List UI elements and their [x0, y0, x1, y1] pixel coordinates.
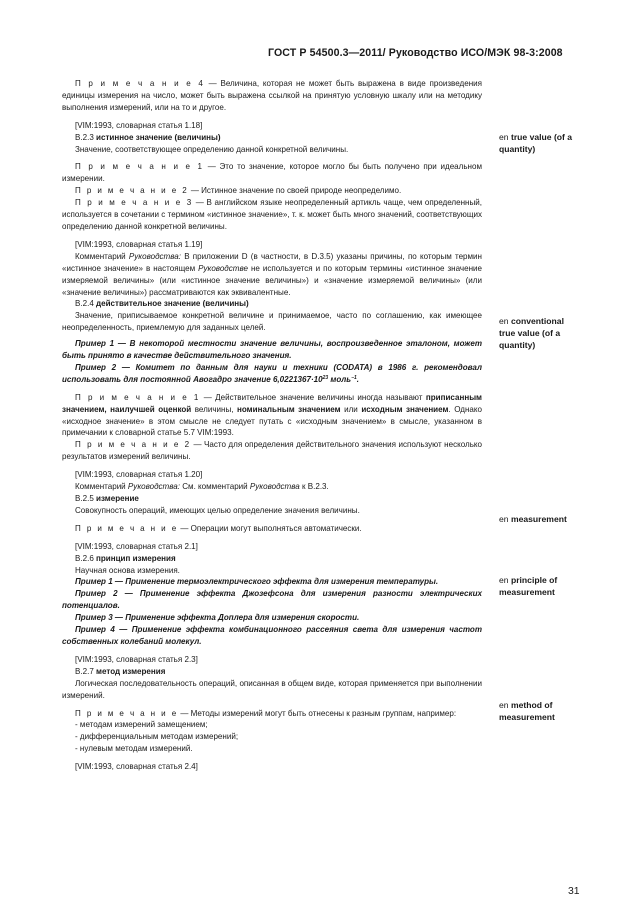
b25-heading: В.2.5 измерение	[75, 494, 139, 503]
b27-ref: [VIM:1993, словарная статья 2.3]	[75, 654, 198, 664]
b23-note-2: П р и м е ч а н и е 2 — Истинное значение по своей природе неопределимо.	[75, 186, 402, 196]
en-conventional-true-value: en conventional true value (of a quantity)	[499, 316, 564, 350]
list-item: - методам измерений замещением;	[75, 720, 208, 730]
b23-ref: [VIM:1993, словарная статья 1.18]	[75, 120, 203, 130]
b24-heading: В.2.4 действительное значение (величины)	[75, 299, 249, 309]
en-method-of-measurement: en method of measurement	[499, 700, 555, 722]
en-principle-of-measurement: en principle of measurement	[499, 575, 558, 597]
b26-example-3: Пример 3 — Применение эффекта Доплера для измерения скорости.	[75, 613, 360, 623]
en-true-value: en true value (of a quantity)	[499, 132, 573, 154]
b26-definition: Научная основа измерения.	[75, 565, 180, 575]
b27-ref-2: [VIM:1993, словарная статья 2.4]	[75, 762, 198, 772]
b26-example-1: Пример 1 — Применение термоэлектрического эффекта для измерения температуры.	[75, 577, 439, 587]
b26-heading: В.2.6 принцип измерения	[75, 553, 176, 563]
b25-comment: Комментарий Руководства: См. комментарий Руководства к В.2.3.	[75, 482, 329, 492]
b24-example-1: Пример 1 — В некоторой местности значение величины, воспроизведенное эталоном, может быть принято в качестве действительного значения.	[62, 339, 482, 361]
page-header: ГОСТ Р 54500.3—2011/ Руководство ИСО/МЭК 98-3:2008	[268, 47, 563, 59]
b25-term: измерение	[96, 494, 139, 503]
b25-note: П р и м е ч а н и е — Операции могут выполняться автоматически.	[75, 523, 362, 533]
b26-example-2: Пример 2 — Применение эффекта Джозефсона для измерения разности электрических потенциалов.	[62, 589, 482, 611]
b27-heading: В.2.7 метод измерения	[75, 666, 166, 676]
b23-note-1: П р и м е ч а н и е 1 — Это то значение, которое могло бы быть получено при идеальном измерении.	[62, 162, 483, 184]
b23-definition: Значение, соответствующее определению данной конкретной величины.	[75, 144, 349, 154]
b26-ref: [VIM:1993, словарная статья 2.1]	[75, 541, 198, 551]
b24-note-2: П р и м е ч а н и е 2 — Часто для определения действительного значения используют несколько результатов измерений величины.	[62, 440, 482, 462]
b23-note-3: П р и м е ч а н и е 3 — В английском языке неопределенный артикль чаще, чем определенный, используется в сочетании с термином «истинное значение», т. к. может быть много значений, соответствующих определению данной конкретной величины.	[62, 198, 482, 231]
b23-heading: В.2.3 истинное значение (величины)	[75, 132, 221, 142]
b27-note: П р и м е ч а н и е — Методы измерений могут быть отнесены к разным группам, например:	[75, 708, 457, 718]
b27-term: метод измерения	[96, 666, 166, 676]
b24-comment: Комментарий Руководства: В приложении D (в частности, в D.3.5) указаны причины, по которым термин «истинное значение» в настоящем Руководстве не используется и по которым термины «истинное значение измеряемой величины» (или «истинное значение величины») и «значение измеряемой величины» (или «значение величины») рассматриваются как эквивалентные.	[62, 251, 482, 297]
b24-note-1: П р и м е ч а н и е 1 — Действительное значение величины иногда называют приписанным значением, наилучшей оценкой величины, номинальным значением или исходным значением. Однако «исходное значение» в этом смысле не следует путать с «исходным значением» в смысле, указанном в примечании к словарной статье 5.7 VIM:1993.	[62, 392, 483, 438]
b26-term: принцип измерения	[96, 553, 176, 563]
b24-ref: [VIM:1993, словарная статья 1.19]	[75, 239, 203, 249]
b26-example-4: Пример 4 — Применение эффекта комбинационного рассеяния света для измерения частот собственных колебаний молекул.	[62, 625, 482, 646]
main-content	[62, 78, 482, 773]
b27-definition: Логическая последовательность операций, описанная в общем виде, которая применяется при выполнении измерений.	[62, 678, 482, 700]
b25-definition: Совокупность операций, имеющих целью определение значения величины.	[75, 505, 360, 515]
list-item: - дифференциальным методам измерений;	[75, 732, 239, 742]
b25-ref: [VIM:1993, словарная статья 1.20]	[75, 470, 203, 480]
b24-term: действительное значение (величины)	[96, 299, 249, 309]
en-measurement: en measurement	[499, 514, 567, 524]
list-item: - нулевым методам измерений.	[75, 744, 193, 754]
b24-definition: Значение, приписываемое конкретной величине и принимаемое, часто по соглашению, как имеющее неопределенность, приемлемую для заданных целей.	[62, 311, 482, 333]
page-number: 31	[568, 886, 580, 897]
b24-example-2: Пример 2 — Комитет по данным для науки и техники (CODATA) в 1986 г. рекомендовал использовать для постоянной Авогадро значение $6,0221367\cdot 10^{23}$ моль$^{-1}$.	[62, 362, 482, 384]
b23-term: истинное значение (величины)	[96, 132, 221, 142]
note-top: П р и м е ч а н и е 4 — Величина, которая не может быть выражена в виде произведения единицы измерения на число, может быть выражена ссылкой на принятую условную шкалу или на методику выполнения измерений, или на то и другое.	[62, 79, 482, 112]
